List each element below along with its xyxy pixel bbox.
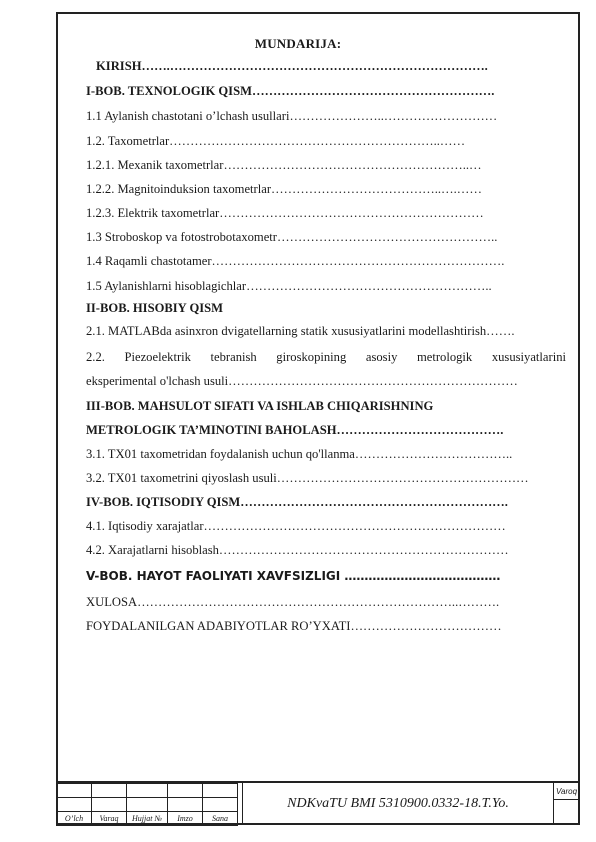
toc-entry[interactable]: 2.1. MATLABda asinxron dvigatellarning statik xususiyatlarini modellashtirish……. <box>86 324 515 338</box>
toc-entry[interactable]: 1.2.3. Elektrik taxometrlar……………………………………………………… <box>86 206 484 220</box>
toc-entry[interactable]: 1.1 Aylanish chastotani o’lchash usullari…………………..……………………… <box>86 109 498 123</box>
sheet-label: Varoq <box>556 787 578 796</box>
toc-entry[interactable]: 1.4 Raqamli chastotamer……………………………………………………………. <box>86 254 505 268</box>
stamp-label-hujjat: Hujjat № <box>127 812 168 826</box>
toc-entry[interactable]: IV-BOB. IQTISODIY QISM………………………………………………………. <box>86 495 508 509</box>
toc-entry[interactable]: II-BOB. HISOBIY QISM <box>86 301 224 315</box>
title-block-grid <box>56 783 238 826</box>
stamp-label-olch: O’lch <box>57 812 92 826</box>
stamp-label-sana: Sana <box>203 812 238 826</box>
toc-entry[interactable]: 2.2. Piezoelektrik tebranish giroskopining asosiy metrologik xususiyatlarini <box>86 350 566 364</box>
toc-entry[interactable]: I-BOB. TEXNOLOGIK QISM…………………………………………………. <box>86 84 495 98</box>
toc-entry[interactable]: 1.2. Taxometrlar………………………………………………………..…… <box>86 134 466 148</box>
toc-entry[interactable]: 1.2.2. Magnitoinduksion taxometrlar…………………………………..….…… <box>86 182 482 196</box>
toc-entry[interactable]: III-BOB. MAHSULOT SIFATI VA ISHLAB CHIQARISHNING <box>86 399 434 413</box>
toc-entry[interactable]: 1.3 Stroboskop va fotostrobotaxometr…………………………………………….. <box>86 230 498 244</box>
toc-entry[interactable]: 1.5 Aylanishlarni hisoblagichlar………………………………………………….. <box>86 279 492 293</box>
toc-entry[interactable]: FOYDALANILGAN ADABIYOTLAR RO’YXATI……………………………… <box>86 619 502 633</box>
sheet-number-box <box>554 783 580 825</box>
toc-entry[interactable]: METROLOGIK TA’MINOTINI BAHOLASH…………………………………. <box>86 423 504 437</box>
toc-entry[interactable]: 4.2. Xarajatlarni hisoblash…………………………………………………………… <box>86 543 509 557</box>
title-block <box>56 781 580 825</box>
toc-entry[interactable]: eksperimental o'lchash usuli…………………………………………………………… <box>86 374 518 388</box>
toc-entry[interactable]: V-BOB. HAYOT FAOLIYATI XAVFSIZLIGI ………………………………… <box>86 569 501 583</box>
toc-entry[interactable]: 1.2.1. Mexanik taxometrlar…………………………………………………..… <box>86 158 482 172</box>
toc-entry[interactable]: 3.2. TX01 taxometrini qiyoslash usuli…………………………………………………… <box>86 471 529 485</box>
toc-entry[interactable]: 3.1. TX01 taxometridan foydalanish uchun qo'llanma……………………………….. <box>86 447 513 461</box>
toc-entry[interactable]: 4.1. Iqtisodiy xarajatlar……………………………………………………………… <box>86 519 506 533</box>
toc-entry[interactable]: KIRISH…….…………………………………………………………………. <box>96 59 488 73</box>
page-title: MUNDARIJA: <box>254 36 342 51</box>
sheet-number-cell <box>554 799 580 826</box>
stamp-label-imzo: Imzo <box>168 812 203 826</box>
toc-entry[interactable]: XULOSA…………………………………………………………………..………. <box>86 595 500 609</box>
document-code: NDKvaTU BMI 5310900.0332-18.T.Yo. <box>242 783 554 825</box>
stamp-label-varaq: Varaq <box>92 812 127 826</box>
